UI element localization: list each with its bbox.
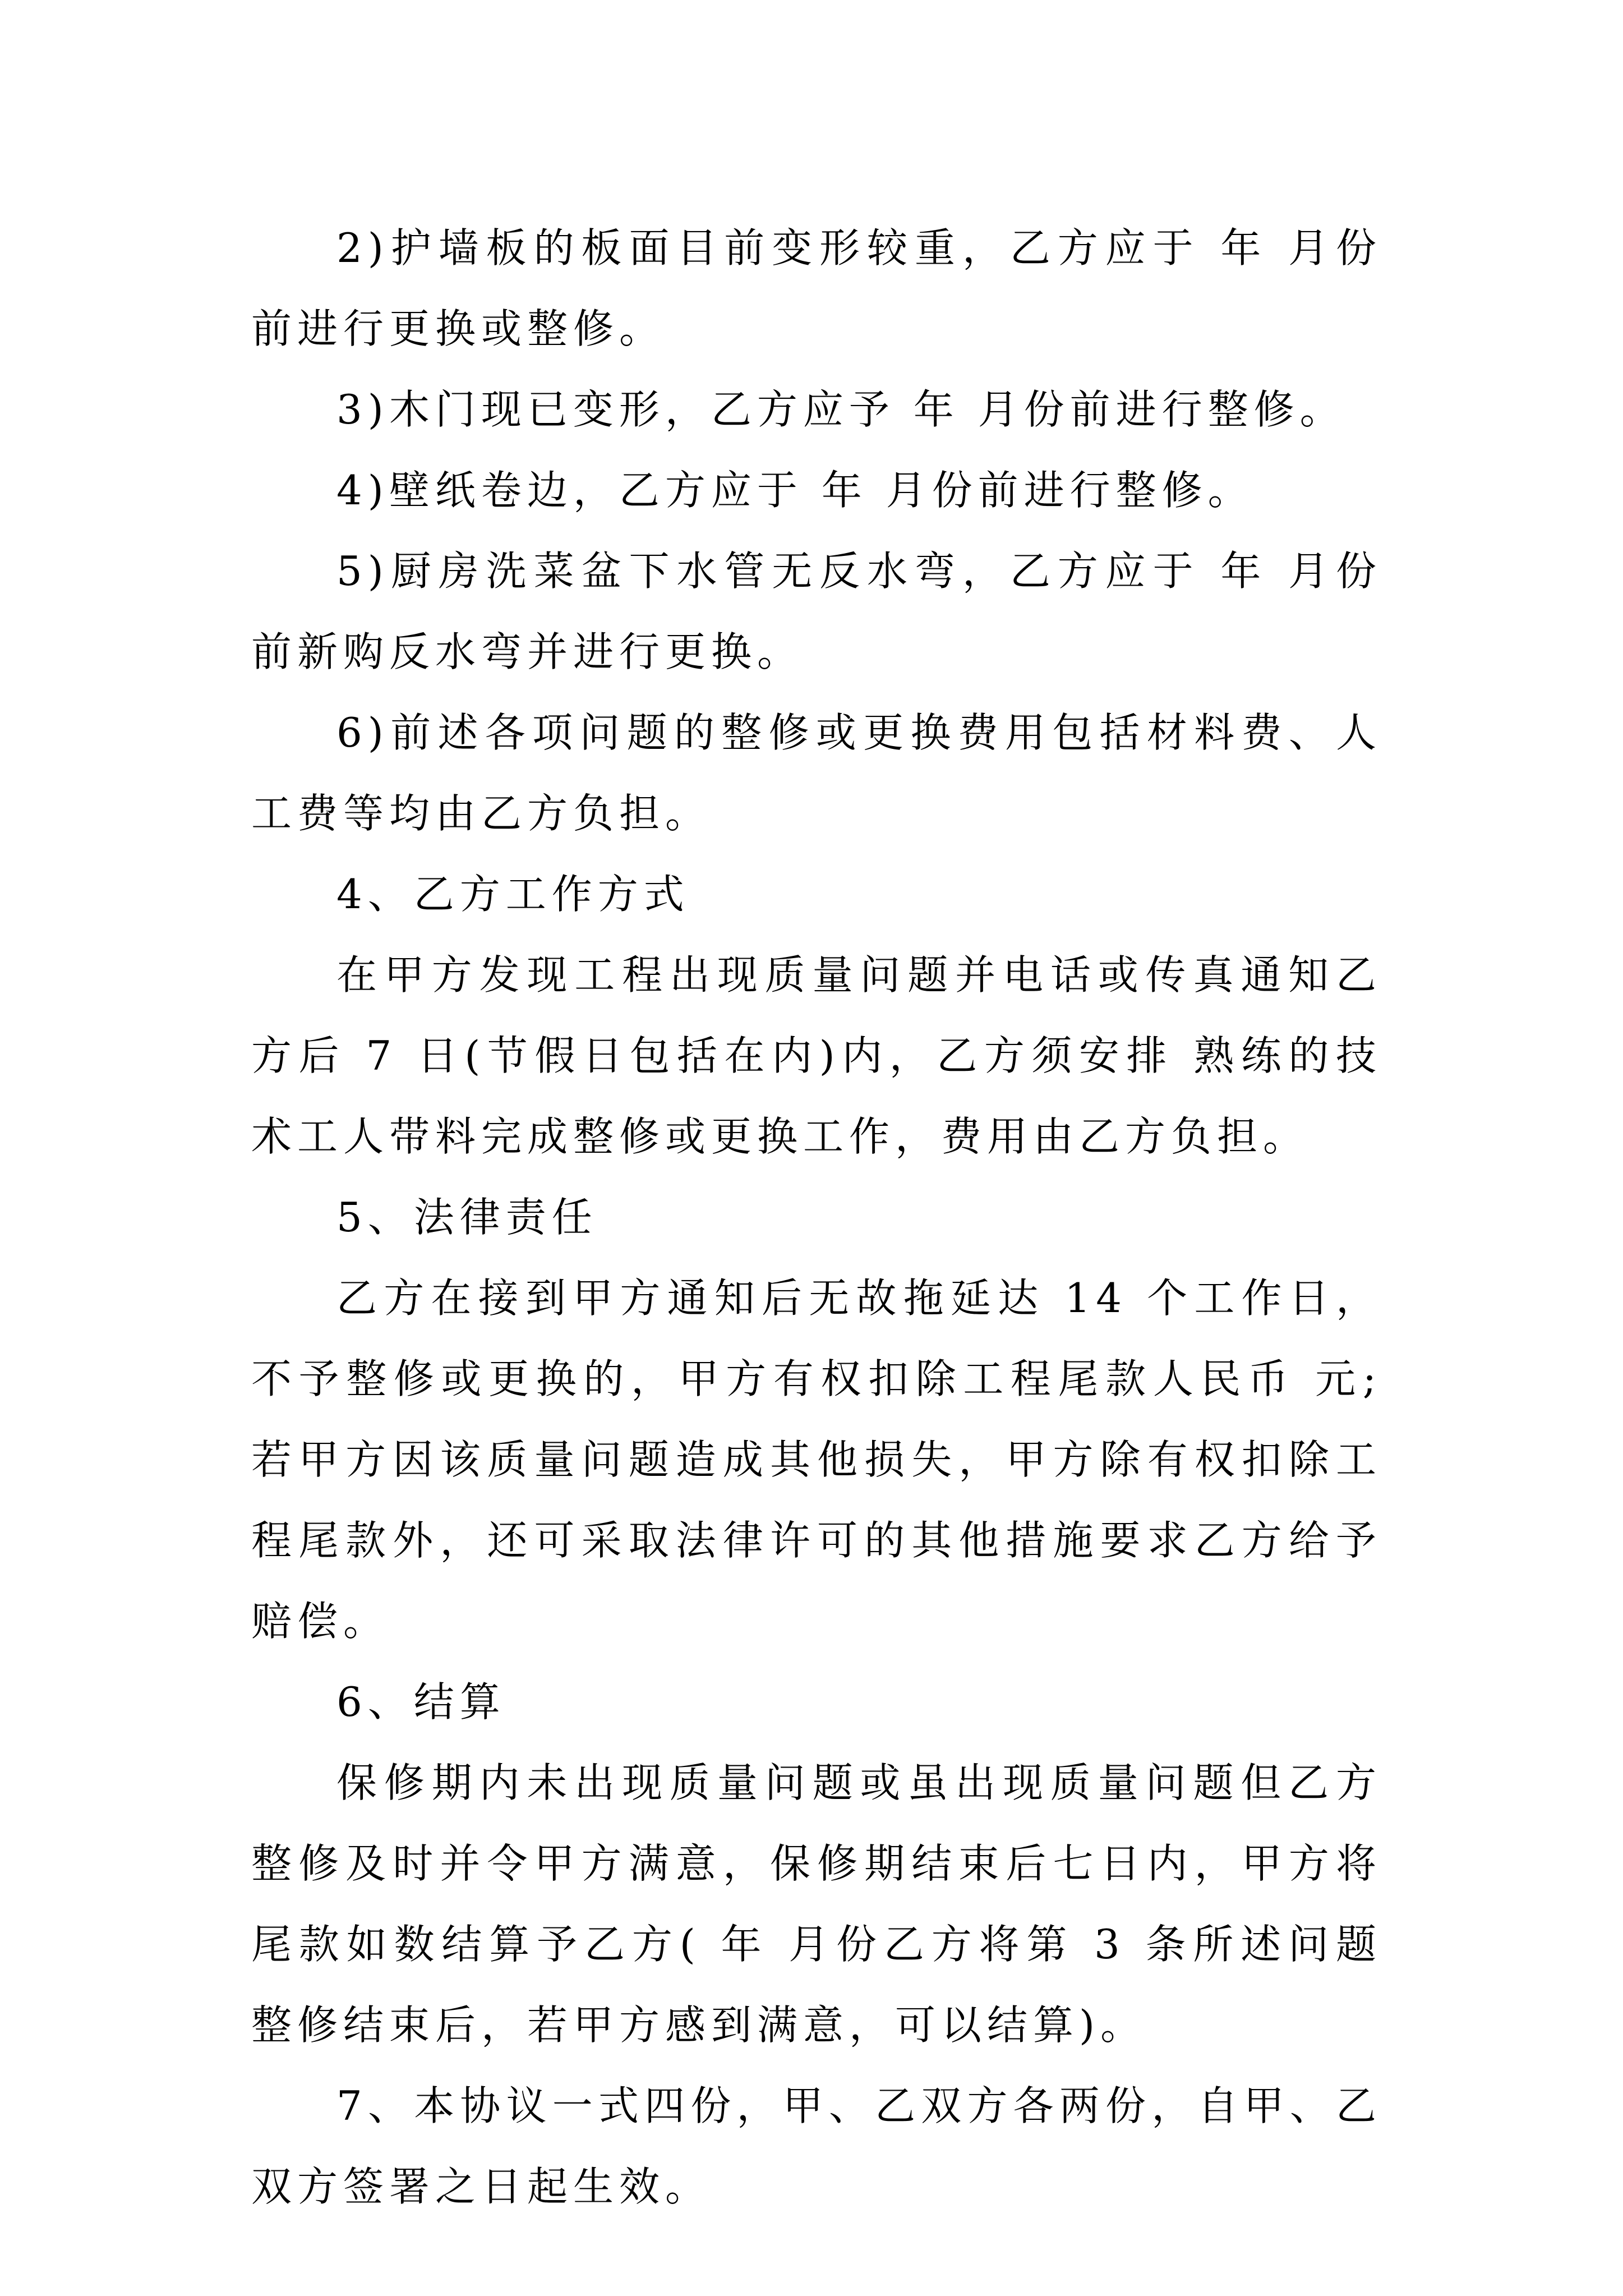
clause-item-6: 6)前述各项问题的整修或更换费用包括材料费、人工费等均由乙方负担。 [251,709,1382,837]
effective-clause-text: 7、本协议一式四份，甲、乙双方各两份，自甲、乙双方签署之日起生效。 [251,2082,1382,2210]
clause-item-4: 4)壁纸卷边，乙方应于 年 月份前进行整修。 [336,467,1254,514]
document-body [251,208,1382,2227]
clause-item-2: 2)护墙板的板面目前变形较重，乙方应于 年 月份前进行更换或整修。 [251,224,1382,352]
settlement-text: 保修期内未出现质量问题或虽出现质量问题但乙方整修及时并令甲方满意，保修期结束后七日内，甲方将尾款如数结算予乙方( 年 月份乙方将第 3 条所述问题整修结束后，若甲方感到满意，可以结算)。 [251,1759,1382,2049]
legal-liability-text: 乙方在接到甲方通知后无故拖延达 14 个工作日，不予整修或更换的，甲方有权扣除工程尾款人民币 元;若甲方因该质量问题造成其他损失，甲方除有权扣除工程尾款外，还可采取法律许可的其他措施要求乙方给予赔偿。 [251,1274,1382,1645]
clause-item-5: 5)厨房洗菜盆下水管无反水弯，乙方应于 年 月份前新购反水弯并进行更换。 [251,547,1382,675]
section-heading-legal-liability: 5、法律责任 [336,1194,598,1241]
clause-item-3: 3)木门现已变形，乙方应予 年 月份前进行整修。 [336,386,1346,433]
section-heading-settlement: 6、结算 [336,1678,506,1726]
section-heading-work-method: 4、乙方工作方式 [336,871,690,918]
work-method-text: 在甲方发现工程出现质量问题并电话或传真通知乙方后 7 日(节假日包括在内)内，乙方须安排 熟练的技术工人带料完成整修或更换工作，费用由乙方负担。 [251,951,1382,1160]
